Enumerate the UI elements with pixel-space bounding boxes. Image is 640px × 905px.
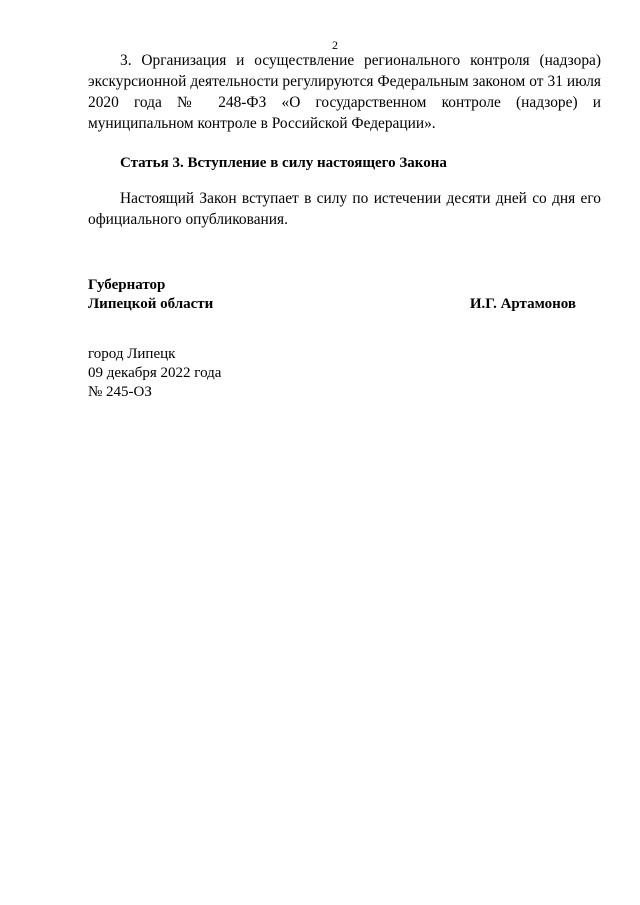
signature-title-line2: Липецкой области xyxy=(88,296,214,312)
footer-number: № 245-ОЗ xyxy=(88,384,152,400)
page-number: 2 xyxy=(332,38,338,52)
signature-title-line1: Губернатор xyxy=(88,277,166,293)
article-3-text: Настоящий Закон вступает в силу по истечении десяти дней со дня его официального опубликования. xyxy=(88,190,601,228)
footer-date: 09 декабря 2022 года xyxy=(88,365,222,381)
signature-line xyxy=(88,295,588,314)
signature-block xyxy=(88,276,588,314)
paragraph-3: 3. Организация и осуществление регионального контроля (надзора) экскурсионной деятельности регулируются Федеральным законом от 31 июля 2020 года № 248-ФЗ «О государственном контроле (надзоре) и муниципальном контроле в Российской Федерации». xyxy=(88,52,601,132)
article-3-block xyxy=(88,188,601,230)
paragraph-3-block xyxy=(88,50,601,134)
article-3-heading: Статья 3. Вступление в силу настоящего Закона xyxy=(120,155,447,171)
signature-name: И.Г. Артамонов xyxy=(469,296,576,312)
footer-city: город Липецк xyxy=(88,346,176,362)
document-footer xyxy=(88,345,221,402)
